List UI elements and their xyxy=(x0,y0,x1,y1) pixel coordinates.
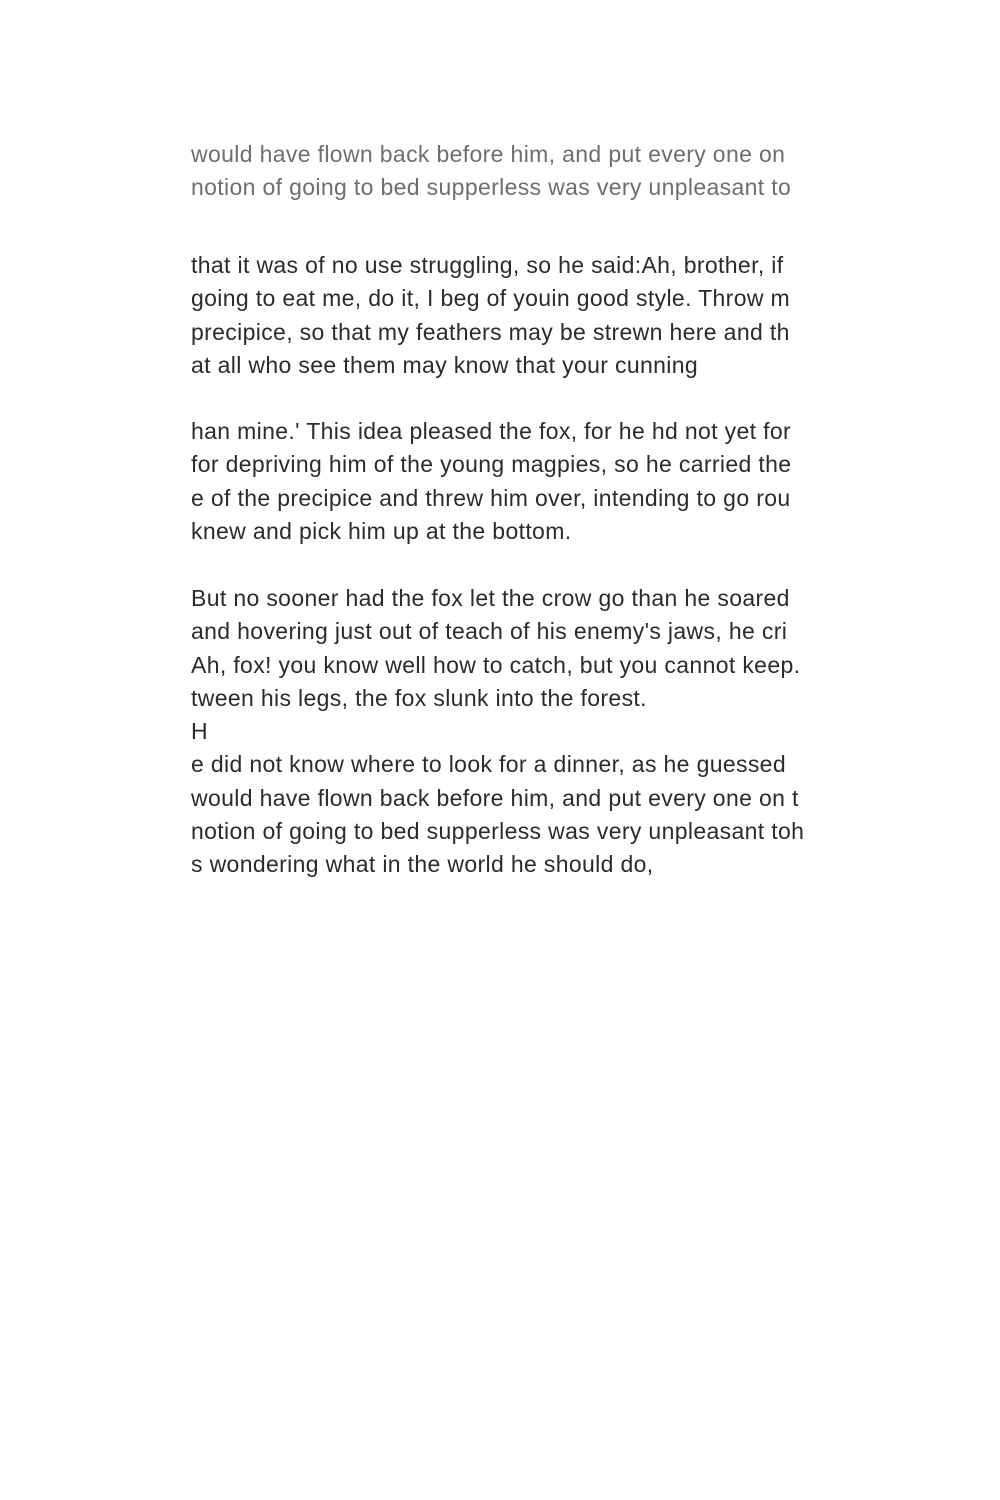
text-line: s wondering what in the world he should do, xyxy=(191,851,654,878)
paragraph xyxy=(191,582,951,882)
text-line: for depriving him of the young magpies, so he carried the xyxy=(191,451,792,478)
text-line: and hovering just out of teach of his enemy's jaws, he cri xyxy=(191,618,788,645)
header-line: notion of going to bed supperless was very unpleasant to xyxy=(191,174,792,201)
text-line: Ah, fox! you know well how to catch, but you cannot keep. xyxy=(191,651,801,678)
text-line: that it was of no use struggling, so he said:Ah, brother, if xyxy=(191,252,784,278)
text-line: precipice, so that my feathers may be strewn here and th xyxy=(191,318,790,345)
paragraph xyxy=(191,415,951,548)
header-line: would have flown back before him, and put every one on xyxy=(191,141,786,167)
text-line: han mine.' This idea pleased the fox, for he hd not yet for xyxy=(191,418,791,444)
text-line: would have flown back before him, and put every one on t xyxy=(191,784,799,811)
text-line: tween his legs, the fox slunk into the forest. xyxy=(191,684,647,711)
text-line: H xyxy=(191,718,208,745)
text-line: e of the precipice and threw him over, intending to go rou xyxy=(191,484,791,511)
text-line: at all who see them may know that your cunning xyxy=(191,351,699,378)
text-line: But no sooner had the fox let the crow go than he soared xyxy=(191,585,790,611)
text-line: e did not know where to look for a dinner, as he guessed xyxy=(191,751,786,778)
paragraph xyxy=(191,249,951,382)
text-line: notion of going to bed supperless was very unpleasant toh xyxy=(191,818,805,845)
text-line: going to eat me, do it, I beg of youin good style. Throw m xyxy=(191,285,791,312)
text-line: knew and pick him up at the bottom. xyxy=(191,517,572,544)
page-header-excerpt xyxy=(191,138,951,205)
